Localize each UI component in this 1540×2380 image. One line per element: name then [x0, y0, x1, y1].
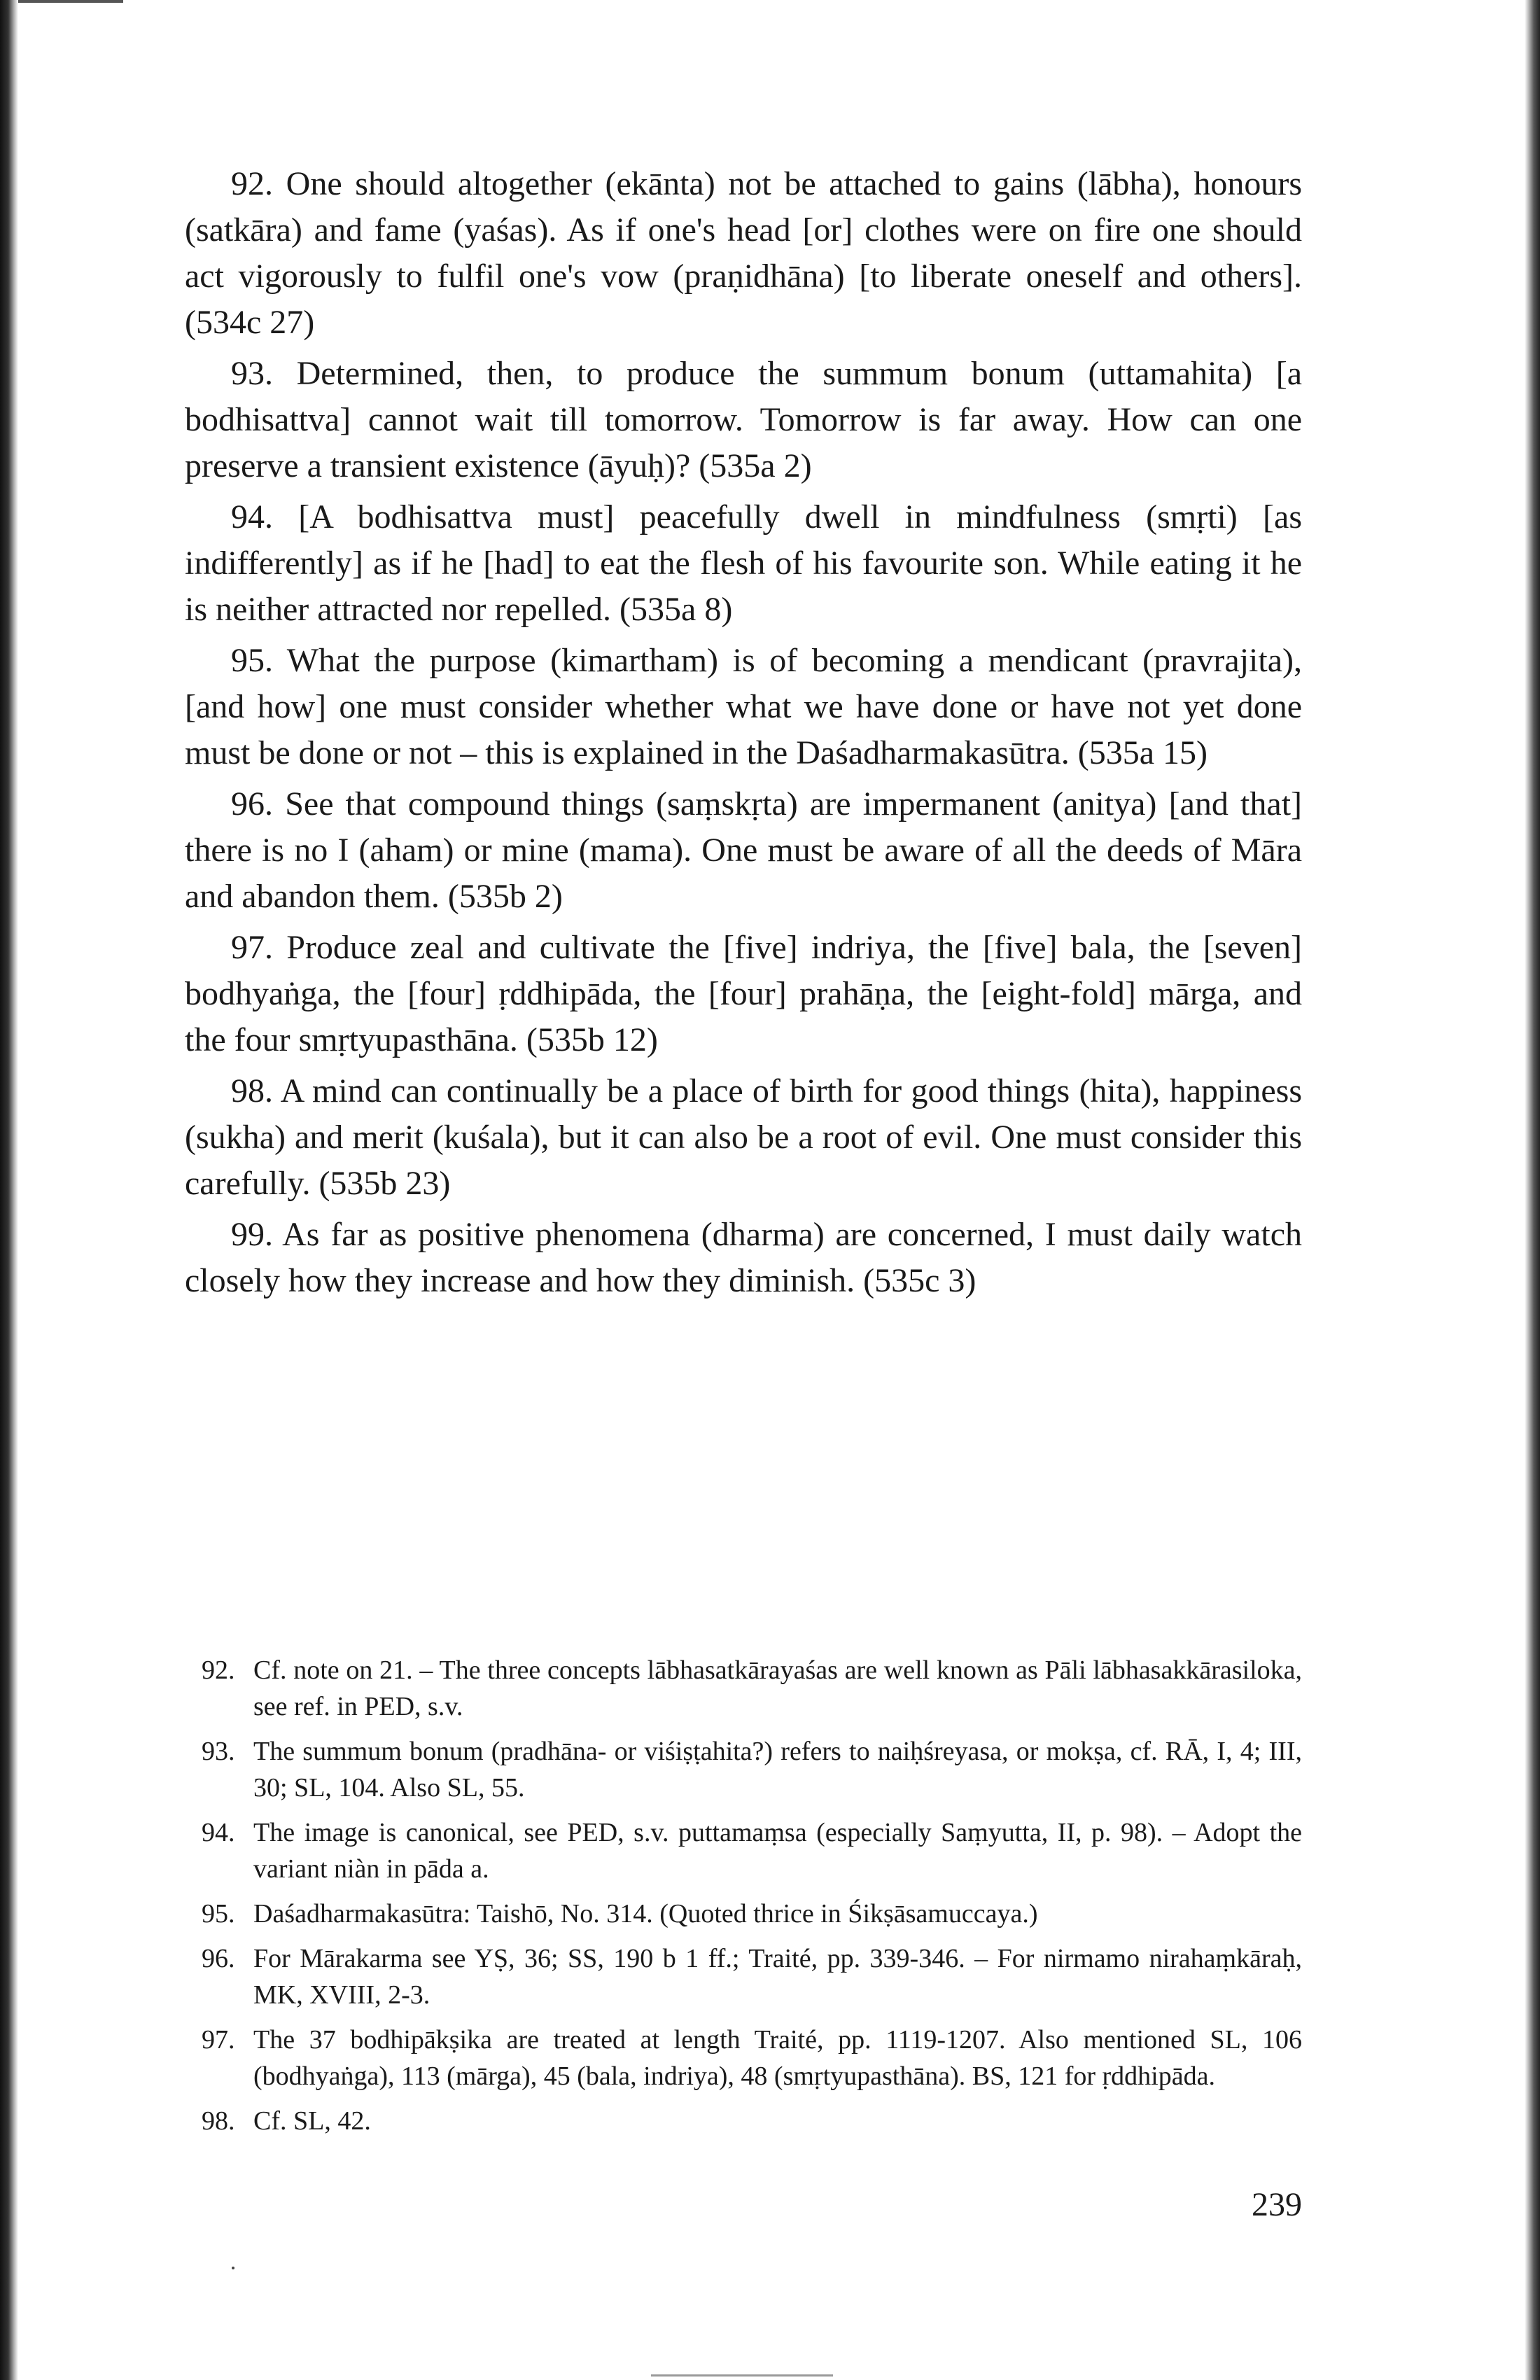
footnote-95: [189, 1896, 1302, 1932]
paragraph-number: 99.: [231, 1216, 273, 1253]
paragraph-96: [185, 781, 1302, 920]
footnote-text: Cf. note on 21. – The three concepts lābhasatkārayaśas are well known as Pāli lābhasakkārasiloka, see ref. in PED, s.v.: [253, 1656, 1302, 1721]
page-binding-shadow-left: [0, 0, 18, 2380]
paragraph-text: Produce zeal and cultivate the [five] indriya, the [five] bala, the [seven] bodhyaṅga, the [four] ṛddhipāda, the [four] prahāṇa, the [eight-fold] mārga, and the four smṛtyupasthāna. (535b 12): [185, 929, 1302, 1058]
footnote-number: 92.: [202, 1656, 235, 1685]
scan-edge-mark-bottom: [651, 2374, 833, 2376]
footnote-text: Cf. SL, 42.: [253, 2106, 371, 2136]
footnote-94: [189, 1814, 1302, 1887]
footnote-text: Daśadharmakasūtra: Taishō, No. 314. (Quoted thrice in Śikṣāsamuccaya.): [253, 1899, 1038, 1928]
footnote-number: 93.: [202, 1737, 235, 1766]
footnote-text: The 37 bodhipākṣika are treated at length Traité, pp. 1119-1207. Also mentioned SL, 106 (bodhyaṅga), 113 (mārga), 45 (bala, indriya), 48 (smṛtyupasthāna). BS, 121 for ṛddhipāda.: [253, 2025, 1302, 2091]
footnote-97: [189, 2022, 1302, 2094]
paragraph-number: 92.: [231, 165, 273, 202]
paragraph-99: [185, 1212, 1302, 1304]
paragraph-97: [185, 925, 1302, 1063]
paragraph-number: 97.: [231, 929, 273, 966]
paragraph-text: Determined, then, to produce the summum bonum (uttamahita) [a bodhisattva] cannot wait till tomorrow. Tomorrow is far away. How can one preserve a transient existence (āyuḥ)? (535a 2): [185, 355, 1302, 484]
footnote-number: 98.: [202, 2106, 235, 2136]
paragraph-text: As far as positive phenomena (dharma) are concerned, I must daily watch closely how they increase and how they diminish. (535c 3): [185, 1216, 1302, 1299]
footnote-number: 95.: [202, 1899, 235, 1928]
footnotes: [189, 1652, 1302, 2148]
paragraph-92: [185, 161, 1302, 346]
paragraph-93: [185, 351, 1302, 489]
page-binding-shadow-right: [1525, 0, 1540, 2380]
paragraph-text: See that compound things (saṃskṛta) are impermanent (anitya) [and that] there is no I (aham) or mine (mama). One must be aware of all the deeds of Māra and abandon them. (535b 2): [185, 785, 1303, 915]
paragraph-number: 98.: [231, 1072, 273, 1110]
footnote-93: [189, 1733, 1302, 1806]
paragraph-number: 96.: [231, 785, 273, 822]
paragraph-number: 94.: [231, 498, 273, 536]
footnote-number: 97.: [202, 2025, 235, 2054]
paragraph-text: One should altogether (ekānta) not be attached to gains (lābha), honours (satkāra) and fame (yaśas). As if one's head [or] clothes were on fire one should act vigorously to fulfil one's vow (praṇidhāna) [to liberate oneself and others]. (534c 27): [185, 165, 1303, 341]
paragraph-number: 95.: [231, 642, 273, 679]
footnote-text: For Mārakarma see YṢ, 36; SS, 190 b 1 ff.; Traité, pp. 339-346. – For nirmamo nirahaṃkāraḥ, MK, XVIII, 2-3.: [253, 1944, 1302, 2010]
main-text: [185, 161, 1302, 1309]
footnote-92: [189, 1652, 1302, 1725]
paragraph-95: [185, 638, 1302, 776]
paragraph-94: [185, 494, 1302, 633]
paragraph-number: 93.: [231, 355, 273, 392]
paragraph-text: [A bodhisattva must] peacefully dwell in mindfulness (smṛti) [as indifferently] as if he [had] to eat the flesh of his favourite son. While eating it he is neither attracted nor repelled. (535a 8): [185, 498, 1302, 628]
footnote-96: [189, 1940, 1302, 2013]
scan-edge-mark: [18, 0, 123, 3]
paragraph-text: What the purpose (kimartham) is of becoming a mendicant (pravrajita), [and how] one must consider whether what we have done or have not yet done must be done or not – this is explained in the Daśadharmakasūtra. (535a 15): [185, 642, 1303, 771]
footnote-number: 94.: [202, 1818, 235, 1847]
footnote-text: The image is canonical, see PED, s.v. puttamaṃsa (especially Saṃyutta, II, p. 98). – Adopt the variant niàn in pāda a.: [253, 1818, 1302, 1884]
paragraph-text: A mind can continually be a place of birth for good things (hita), happiness (sukha) and merit (kuśala), but it can also be a root of evil. One must consider this carefully. (535b 23): [185, 1072, 1302, 1202]
footnote-number: 96.: [202, 1944, 235, 1973]
footnote-text: The summum bonum (pradhāna- or viśiṣṭahita?) refers to naiḥśreyasa, or mokṣa, cf. RĀ, I, 4; III, 30; SL, 104. Also SL, 55.: [253, 1737, 1302, 1802]
paragraph-98: [185, 1068, 1302, 1207]
page-number: 239: [1252, 2186, 1302, 2223]
footnote-98: [189, 2103, 1302, 2139]
stray-mark: [232, 2267, 234, 2269]
